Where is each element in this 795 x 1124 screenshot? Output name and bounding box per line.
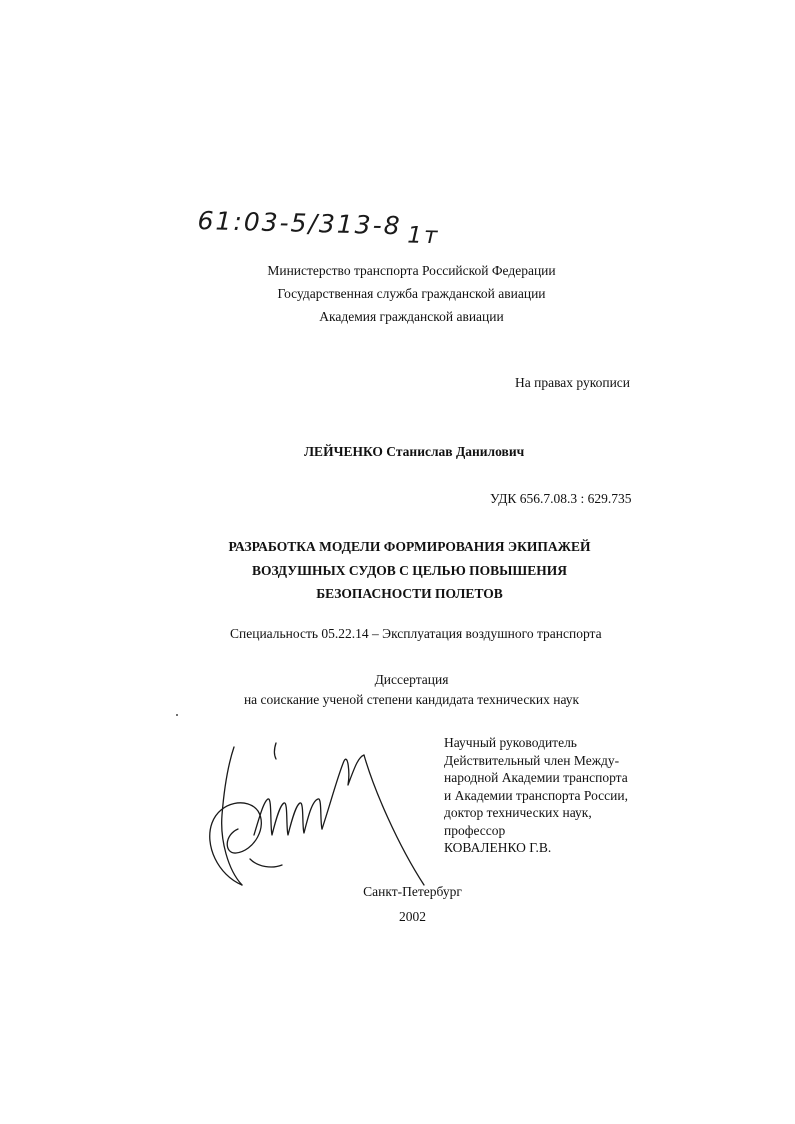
specialty: Специальность 05.22.14 – Эксплуатация воздушного транспорта: [230, 626, 602, 641]
advisor-line-1: Научный руководитель: [444, 735, 577, 750]
title-line-3: БЕЗОПАСНОСТИ ПОЛЕТОВ: [316, 586, 503, 601]
organization-ministry: Министерство транспорта Российской Федерации: [267, 263, 556, 278]
author-name: ЛЕЙЧЕНКО Станислав Данилович: [304, 444, 525, 459]
advisor-line-3: народной Академии транспорта: [444, 770, 628, 786]
organization-block: [14, 259, 795, 328]
advisor-name: КОВАЛЕНКО Г.В.: [444, 840, 552, 855]
advisor-line-6: профессор: [444, 822, 506, 838]
organization-aviation-service: Государственная служба гражданской авиации: [277, 286, 546, 301]
dissertation-degree: на соискание ученой степени кандидата технических наук: [243, 692, 580, 707]
place-and-year: [15, 879, 795, 929]
advisor-line-5: доктор технических наук,: [444, 805, 592, 821]
dissertation-title: [12, 535, 795, 606]
dissertation-label: Диссертация: [374, 672, 449, 687]
udk-code: УДК 656.7.08.3 : 629.735: [490, 491, 632, 506]
advisor-line-2: Действительный член Между-: [444, 752, 620, 768]
organization-academy: Академия гражданской авиации: [319, 309, 504, 324]
catalog-number-suffix: 1т: [407, 222, 440, 250]
handwritten-catalog-number: [197, 206, 440, 250]
catalog-number-main: 61:03-5/313-8: [197, 206, 402, 241]
advisor-line-4: и Академии транспорта России,: [444, 787, 628, 803]
title-line-1: РАЗРАБОТКА МОДЕЛИ ФОРМИРОВАНИЯ ЭКИПАЖЕЙ: [228, 539, 591, 554]
scientific-advisor-block: [444, 734, 628, 840]
year: 2002: [399, 909, 426, 924]
title-line-2: ВОЗДУШНЫХ СУДОВ С ЦЕЛЬЮ ПОВЫШЕНИЯ: [251, 562, 567, 578]
stray-mark: [176, 714, 178, 716]
dissertation-degree-block: [14, 670, 795, 710]
place: Санкт-Петербург: [363, 884, 462, 899]
handwritten-signature: [198, 735, 428, 895]
rights-note: На правах рукописи: [515, 375, 631, 390]
